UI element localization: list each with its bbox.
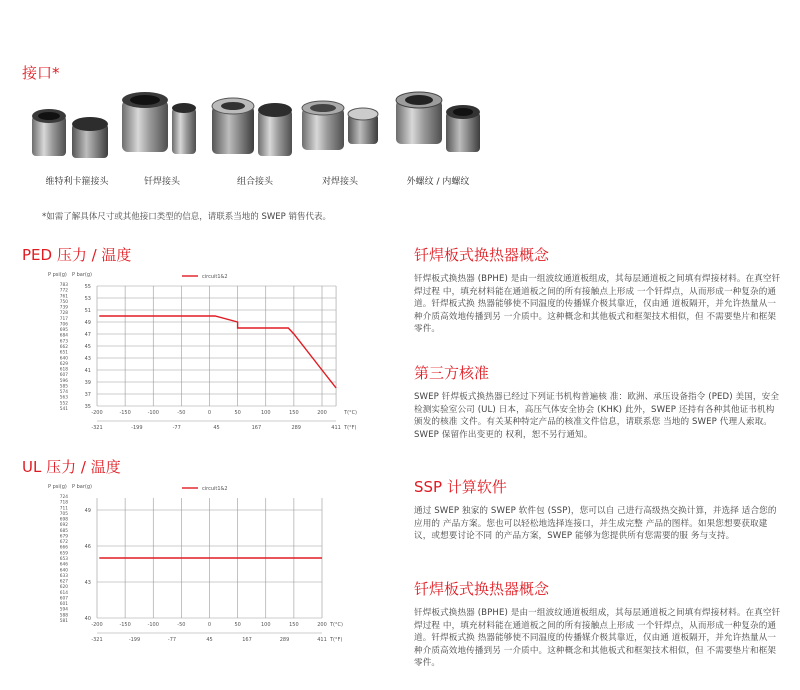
ped-y-tick-alt: 728 xyxy=(59,311,68,317)
ul-y-tick-alt: 724 xyxy=(59,495,68,500)
ped-x-tick: -150 xyxy=(119,410,131,416)
ped-y-tick: 45 xyxy=(84,344,91,350)
ul-y-tick-alt: 627 xyxy=(59,579,68,585)
ped-x-tick: -100 xyxy=(147,410,159,416)
ped-y-tick-alt: 585 xyxy=(59,384,68,390)
ped-y-tick: 43 xyxy=(84,356,91,362)
ped-series-line xyxy=(99,316,336,388)
ul-ylabel-right: P bar(g) xyxy=(72,484,92,490)
ped-y-tick: 55 xyxy=(84,284,91,290)
section-bphe-concept xyxy=(414,244,782,336)
ul-y-tick-alt: 711 xyxy=(59,506,68,512)
ul-x-tick: 150 xyxy=(289,622,299,628)
victaulic-fitting-image xyxy=(32,109,108,158)
ul-chart-title-text: UL 压力 / 温度 xyxy=(22,458,121,476)
connections-title: 接口* xyxy=(22,64,60,82)
ul-y-tick-alt: 640 xyxy=(59,568,68,574)
ped-y-tick: 35 xyxy=(84,404,91,410)
ul-y-tick-alt: 692 xyxy=(59,523,68,529)
ped-xlabel: T(°C) xyxy=(344,410,358,416)
ul-y-tick-alt: 581 xyxy=(59,619,68,624)
ul-y-tick-alt: 601 xyxy=(59,602,68,608)
ul-x-tick: 0 xyxy=(207,622,212,628)
ped-y-tick-alt: 574 xyxy=(59,390,68,396)
ped-chart xyxy=(22,266,362,438)
ul-y-tick-alt: 718 xyxy=(59,500,68,506)
ped-x-tick: 150 xyxy=(289,410,299,416)
section-title: 钎焊板式换热器概念 xyxy=(414,580,550,598)
ped-ylabel-left: P psi(g) xyxy=(48,272,67,278)
connection-label-welding: 对焊接头 xyxy=(321,177,358,187)
ped-y-tick: 47 xyxy=(84,332,91,338)
ul-y-tick: 43 xyxy=(84,580,91,586)
ul-y-tick-alt: 588 xyxy=(59,613,68,619)
ul-x-tick-alt: -77 xyxy=(167,637,177,643)
section-title: SSP 计算软件 xyxy=(414,478,507,496)
ul-y-tick-alt: 607 xyxy=(59,596,68,602)
ul-x-tick: -150 xyxy=(119,622,131,628)
connection-images xyxy=(0,86,800,172)
ul-x-tick: -50 xyxy=(177,622,186,628)
ped-x-tick: -200 xyxy=(91,410,103,416)
section-approvals xyxy=(414,362,782,441)
connection-label-threaded: 外螺纹 / 内螺纹 xyxy=(406,177,470,187)
ped-x-tick: 0 xyxy=(207,410,212,416)
ul-y-tick-alt: 698 xyxy=(59,517,68,523)
section-bphe-concept-repeat xyxy=(414,578,782,670)
ped-y-tick-alt: 596 xyxy=(59,378,68,384)
ped-x-tick-alt: -77 xyxy=(172,425,181,431)
ped-x-tick-alt: -199 xyxy=(131,425,143,431)
ul-x-tick-alt: -199 xyxy=(128,637,141,643)
section-ssp-software xyxy=(414,476,782,543)
ped-chart-title-text: PED 压力 / 温度 xyxy=(22,246,132,264)
ped-y-tick: 37 xyxy=(84,392,91,398)
ped-y-tick-alt: 651 xyxy=(59,350,68,356)
ul-y-tick-alt: 685 xyxy=(59,528,68,534)
ped-y-tick-alt: 629 xyxy=(59,361,68,367)
ped-y-tick-alt: 772 xyxy=(59,288,68,294)
ul-x-tick: 200 xyxy=(317,622,327,628)
section-text: 钎焊板式换热器 (BPHE) 是由一组波纹通道板组成，其每层通道板之间填有焊接材料。在真空钎焊过程 中，填充材料能在通道板之间的所有接触点上形成 一个钎焊点，从而形成一种复杂的通道。钎焊板式换 热器能够使不同温度的传播媒介极其靠近，仅由通 道板隔开，并允许热量从一种介质高效地传播到另 一介质中。这种概念和其他板式和框架技术相似，但 不需要垫片和框架零件。 xyxy=(414,274,781,335)
combination-fitting-image xyxy=(212,98,292,156)
ped-legend-label: circuit1&2 xyxy=(202,274,228,280)
connection-label-victaulic: 维特利卡箍接头 xyxy=(45,177,109,187)
connection-label-soldering: 钎焊接头 xyxy=(143,177,180,187)
ped-y-tick-alt: 541 xyxy=(59,407,68,412)
welding-fitting-image xyxy=(302,101,378,150)
threaded-fitting-image xyxy=(396,92,480,152)
ped-x-tick-alt: 45 xyxy=(213,425,220,431)
ped-y-tick: 39 xyxy=(84,380,91,386)
ul-y-tick-alt: 633 xyxy=(59,573,68,579)
ul-y-tick-alt: 672 xyxy=(59,540,68,546)
ped-y-tick-alt: 761 xyxy=(59,294,68,300)
ped-y-tick-alt: 717 xyxy=(59,316,68,322)
ped-x-tick-alt: 289 xyxy=(291,425,301,431)
ul-chart xyxy=(22,478,362,650)
ped-x-tick: -50 xyxy=(177,410,186,416)
ped-y-tick: 51 xyxy=(84,308,91,314)
ul-x-tick-alt: 411 xyxy=(317,637,327,643)
ped-x-tick-alt: 167 xyxy=(251,425,262,431)
ped-ylabel-right: P bar(g) xyxy=(72,272,92,278)
ul-x-tick: 50 xyxy=(234,622,241,628)
ped-y-tick-alt: 706 xyxy=(59,322,68,328)
ped-y-tick-alt: 607 xyxy=(59,373,68,379)
ped-y-tick-alt: 783 xyxy=(59,283,68,288)
ul-y-tick-alt: 646 xyxy=(59,562,68,568)
ul-x-tick: 100 xyxy=(260,622,271,628)
ped-x-tick-alt: 411 xyxy=(331,425,341,431)
ul-x-tick-alt: 45 xyxy=(206,637,213,643)
ped-x-tick: 200 xyxy=(317,410,327,416)
ped-y-tick-alt: 662 xyxy=(59,345,68,350)
ped-y-tick: 53 xyxy=(84,296,91,302)
ul-y-tick-alt: 705 xyxy=(59,511,68,517)
ped-y-tick-alt: 750 xyxy=(59,299,68,305)
ul-y-tick-alt: 594 xyxy=(59,607,68,613)
section-title: 钎焊板式换热器概念 xyxy=(414,246,550,264)
connection-label-combination: 组合接头 xyxy=(236,177,273,187)
ul-y-tick-alt: 659 xyxy=(59,551,68,557)
ped-x-tick-alt: -321 xyxy=(91,425,103,431)
soldering-fitting-image xyxy=(122,92,196,154)
ul-chart-svg xyxy=(22,478,362,646)
ped-y-tick-alt: 640 xyxy=(59,356,68,362)
ul-y-tick: 46 xyxy=(84,544,91,550)
ped-y-tick-alt: 618 xyxy=(59,367,68,373)
ped-y-tick-alt: 695 xyxy=(59,328,68,334)
ul-y-tick-alt: 653 xyxy=(59,557,68,562)
ul-y-tick-alt: 679 xyxy=(59,534,68,540)
ped-y-tick-alt: 739 xyxy=(59,305,68,311)
ul-y-tick: 40 xyxy=(84,616,91,622)
section-text: 钎焊板式换热器 (BPHE) 是由一组波纹通道板组成，其每层通道板之间填有焊接材料。在真空钎焊过程 中，填充材料能在通道板之间的所有接触点上形成 一个钎焊点，从而形成一种复杂的通道。钎焊板式换 热器能够使不同温度的传播媒介极其靠近，仅由通 道板隔开，并允许热量从一种介质高效地传播到另 一介质中。这种概念和其他板式和框架技术相似，但 不需要垫片和框架零件。 xyxy=(414,608,781,669)
ul-x-tick-alt: -321 xyxy=(91,637,103,643)
ped-x-tick: 50 xyxy=(234,410,241,416)
connections-footnote: *如需了解具体尺寸或其他接口类型的信息，请联系当地的 SWEP 销售代表。 xyxy=(42,212,331,222)
ul-y-tick-alt: 666 xyxy=(59,545,68,551)
ped-y-tick-alt: 673 xyxy=(59,339,68,345)
ul-xlabel-alt: T(°F) xyxy=(330,637,343,643)
section-title: 第三方核准 xyxy=(414,364,490,382)
section-text: SWEP 钎焊板式换热器已经过下列证书机构普遍核 准：欧洲、承压设备指令 (PED) 美国，安全检测实验室公司 (UL) 日本，高压气体安全协会 (KHK) 此外，SWEP 还持有各种其他证书机构颁发的核准 文件。有关某种特定产品的核准文件信息，请联系您 当地的 SWEP 代理人索取。SWEP 保留作出变更的 权利，恕不另行通知。 xyxy=(414,392,780,440)
ped-y-tick: 49 xyxy=(84,320,91,326)
ul-x-tick-alt: 167 xyxy=(242,637,252,643)
ul-y-tick: 49 xyxy=(84,508,91,514)
ul-chart-title xyxy=(22,456,121,477)
ped-x-tick: 100 xyxy=(260,410,271,416)
ul-y-tick-alt: 614 xyxy=(59,590,68,596)
ped-chart-svg xyxy=(22,266,362,434)
ul-x-tick: -200 xyxy=(91,622,103,628)
ul-ylabel-left: P psi(g) xyxy=(48,484,67,490)
ul-x-tick-alt: 289 xyxy=(279,637,290,643)
ul-xlabel: T(°C) xyxy=(330,622,343,628)
section-text: 通过 SWEP 独家的 SWEP 软件包 (SSP)，您可以自 己进行高级热交换计算，并选择 适合您的应用的 产品方案。您也可以轻松地选择连接口，并生成完整 产品的图样。如果您想要获取建议，或想要讨论不同 的产品方案，SWEP 能够为您提供所有您需要的服 务与支持。 xyxy=(414,506,777,542)
ped-chart-title xyxy=(22,244,131,265)
ped-y-tick-alt: 684 xyxy=(59,333,68,339)
ul-y-tick-alt: 620 xyxy=(59,585,68,591)
ped-y-tick-alt: 552 xyxy=(59,401,68,407)
ped-xlabel-alt: T(°F) xyxy=(344,425,357,431)
ul-legend-label: circuit1&2 xyxy=(202,486,228,492)
ped-y-tick: 41 xyxy=(84,368,91,374)
ped-y-tick-alt: 563 xyxy=(59,395,68,401)
ul-x-tick: -100 xyxy=(147,622,159,628)
